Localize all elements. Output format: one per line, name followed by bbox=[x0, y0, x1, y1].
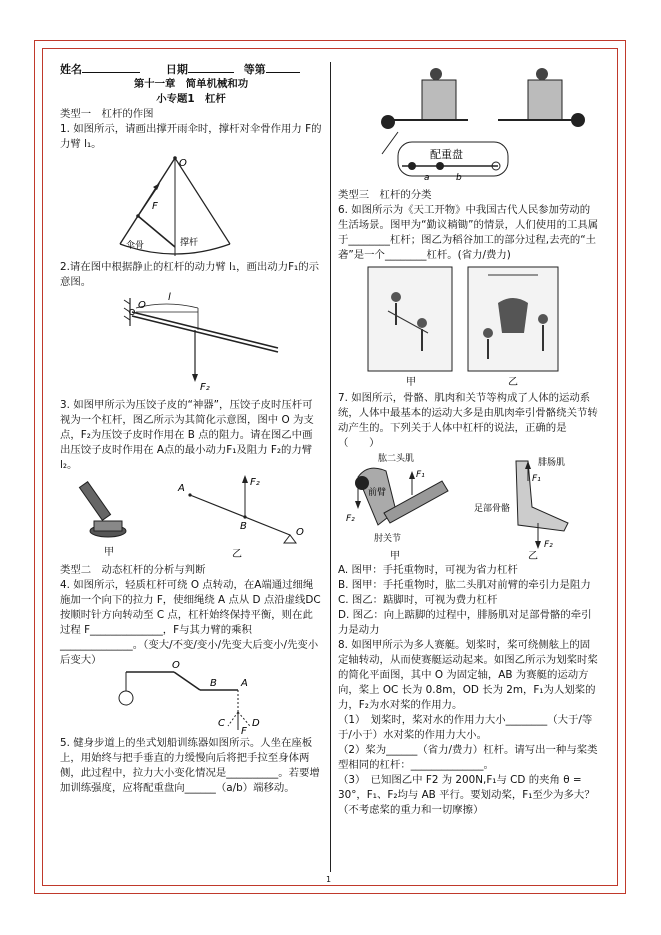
right-column bbox=[338, 62, 600, 818]
q7-f1-left-label: F₁ bbox=[416, 470, 425, 480]
q3-jia-label: 甲 bbox=[104, 547, 114, 558]
q1-o-label: O bbox=[179, 158, 187, 169]
q7-f2-left-label: F₂ bbox=[346, 514, 355, 524]
q7-f2-right-label: F₂ bbox=[544, 540, 553, 550]
q3-o-label: O bbox=[296, 527, 304, 538]
q7-option-a: A. 图甲：手托重物时，可视为省力杠杆 bbox=[338, 564, 518, 576]
rotating-lever-diagram bbox=[60, 660, 322, 737]
arm-and-foot-diagram bbox=[338, 451, 600, 563]
q2-f2-label: F₂ bbox=[200, 382, 210, 393]
type1-heading: 类型一 杠杆的作图 bbox=[60, 108, 154, 120]
tiangong-kaiwu-images bbox=[338, 263, 600, 391]
q2-lever-figure bbox=[60, 290, 322, 398]
topic-title: 小专题1 杠杆 bbox=[156, 93, 226, 105]
q4-d-label: D bbox=[252, 718, 260, 729]
question-5: 5. 健身步道上的坐式划船训练器如图所示。人坐在座板上，用始终与把手垂直的力缓慢向后将把手拉至身体两侧，此过程中，拉力大小变化情况是__________。若要增加训练强度，应将配重盘向______（a/b）端移动。 bbox=[60, 737, 320, 794]
q7-elbow-label: 肘关节 bbox=[374, 534, 402, 544]
column-divider bbox=[330, 62, 331, 872]
q3-dumpling-figure bbox=[60, 473, 322, 563]
umbrella-diagram bbox=[60, 152, 322, 260]
q7-jia-label: 甲 bbox=[390, 551, 400, 562]
q6-yi-label: 乙 bbox=[508, 377, 518, 388]
q3-yi-label: 乙 bbox=[232, 549, 242, 560]
left-column bbox=[60, 62, 322, 796]
name-label: 姓名 bbox=[60, 63, 82, 76]
date-label: 日期 bbox=[165, 63, 188, 76]
q4-b-label: B bbox=[210, 678, 217, 689]
question-8-part-2: （2）桨为______（省力/费力）杠杆。请写出一种与桨类型相同的杠杆：______________。 bbox=[338, 744, 598, 771]
q4-lever-figure bbox=[60, 660, 322, 737]
q7-option-d: D. 图乙：向上踮脚的过程中，腓肠肌对足部骨骼的牵引力是动力 bbox=[338, 609, 592, 636]
lever-diagram bbox=[60, 290, 322, 398]
q7-gastro-label: 腓肠肌 bbox=[538, 458, 566, 468]
rowing-machine-diagram bbox=[338, 62, 600, 188]
q6-illustration-figure bbox=[338, 263, 600, 391]
page-number: 1 bbox=[326, 875, 332, 884]
question-3: 3. 如图甲所示为压饺子皮的“神器”，压饺子皮时压杆可视为一个杠杆，图乙所示为其简化示意图，图中 O 为支点，F₂为压饺子皮时作用在 B 点的阻力。请在图乙中画出压饺子皮时作用在 A点的最小动力F₁及阻力 F₂的力臂 l₂。 bbox=[60, 399, 314, 471]
q5-b-label: b bbox=[456, 173, 462, 183]
q5-a-label: a bbox=[424, 173, 430, 183]
chapter-title: 第十一章 简单机械和功 bbox=[133, 78, 249, 90]
q1-rib-label: 伞骨 bbox=[126, 241, 145, 251]
q7-f1-right-label: F₁ bbox=[532, 474, 541, 484]
q7-yi-label: 乙 bbox=[528, 551, 538, 562]
student-info-line bbox=[60, 62, 322, 77]
q4-a-label: A bbox=[241, 678, 248, 689]
q5-rowing-machine-figure bbox=[338, 62, 600, 188]
question-1: 1. 如图所示，请画出撑开雨伞时，撑杆对伞骨作用力 F的力臂 l₁。 bbox=[60, 123, 322, 150]
dumpling-press-diagram bbox=[60, 473, 322, 563]
q3-b-label: B bbox=[240, 521, 247, 532]
q7-body-lever-figure bbox=[338, 451, 600, 563]
question-8: 8. 如图甲所示为多人赛艇。划桨时，桨可绕侧舷上的固定轴转动，从而使赛艇运动起来。如图乙所示为划桨时桨的简化平面图，其中 O 为固定轴，AB 为赛艇的运动方向，桨上 OC 长为 0.8m，OD 长为 2m，F₁为人划桨的力，F₂为水对桨的作用力。 bbox=[338, 639, 598, 711]
q4-f-label: F bbox=[241, 726, 247, 737]
q6-jia-label: 甲 bbox=[406, 377, 416, 388]
q1-f-label: F bbox=[152, 201, 158, 212]
type3-heading: 类型三 杠杆的分类 bbox=[338, 189, 432, 201]
grade-label: 等第 bbox=[243, 63, 266, 76]
q1-umbrella-figure bbox=[60, 152, 322, 260]
q7-foot-label: 足部骨骼 bbox=[474, 504, 511, 514]
question-2: 2.请在图中根据静止的杠杆的动力臂 l₁，画出动力F₁的示意图。 bbox=[60, 261, 320, 288]
q7-forearm-label: 前臂 bbox=[368, 488, 387, 498]
q4-c-label: C bbox=[218, 718, 225, 729]
q7-biceps-label: 肱二头肌 bbox=[378, 454, 415, 464]
q7-option-c: C. 图乙：踮脚时，可视为费力杠杆 bbox=[338, 594, 498, 606]
question-6: 6. 如图所示为《天工开物》中我国古代人民参加劳动的生活场景。图甲为“勤议耥锄”的情景，人们使用的工具属于________杠杆；图乙为稻谷加工的部分过程,去壳的“土砻”是一个________杠杆。(省力/费力) bbox=[338, 204, 599, 261]
q3-f2-label: F₂ bbox=[250, 477, 260, 488]
question-4: 4. 如图所示，轻质杠杆可绕 O 点转动，在A端通过细绳施加一个向下的拉力 F，使细绳绕 A 点从 D 点沿虚线DC按顺时针方向转动至 C 点，杠杆始终保持平衡，则在此过程 F______________，F与其力臂的乘积______________。（变大/不变/变小/先变大后变小/先变小后变大） bbox=[60, 579, 321, 666]
question-7: 7. 如图所示，骨骼、肌肉和关节等构成了人体的运动系统，人体中最基本的运动大多是由肌肉牵引骨骼绕关节转动产生的。下列关于人体中杠杆的说法，正确的是（ ） bbox=[338, 392, 598, 449]
q7-option-b: B. 图甲：手托重物时，肱二头肌对前臂的牵引力是阻力 bbox=[338, 579, 591, 591]
q2-o-label: O bbox=[138, 300, 146, 311]
q5-pan-label: 配重盘 bbox=[430, 148, 463, 161]
q4-o-label: O bbox=[172, 660, 180, 671]
q1-pole-label: 撑杆 bbox=[180, 238, 199, 248]
q2-l-label: l bbox=[168, 292, 171, 303]
question-8-part-1: （1） 划桨时，桨对水的作用力大小________（大于/等于/小于）水对桨的作用力大小。 bbox=[338, 714, 593, 741]
type2-heading: 类型二 动态杠杆的分析与判断 bbox=[60, 564, 206, 576]
question-8-part-3: （3） 已知图乙中 F2 为 200N,F₁与 CD 的夹角 θ = 30°，F₁、F₂均与 AB 平行。要划动桨，F₁至少为多大？（不考虑桨的重力和一切摩擦） bbox=[338, 774, 595, 816]
q3-a-label: A bbox=[178, 483, 185, 494]
